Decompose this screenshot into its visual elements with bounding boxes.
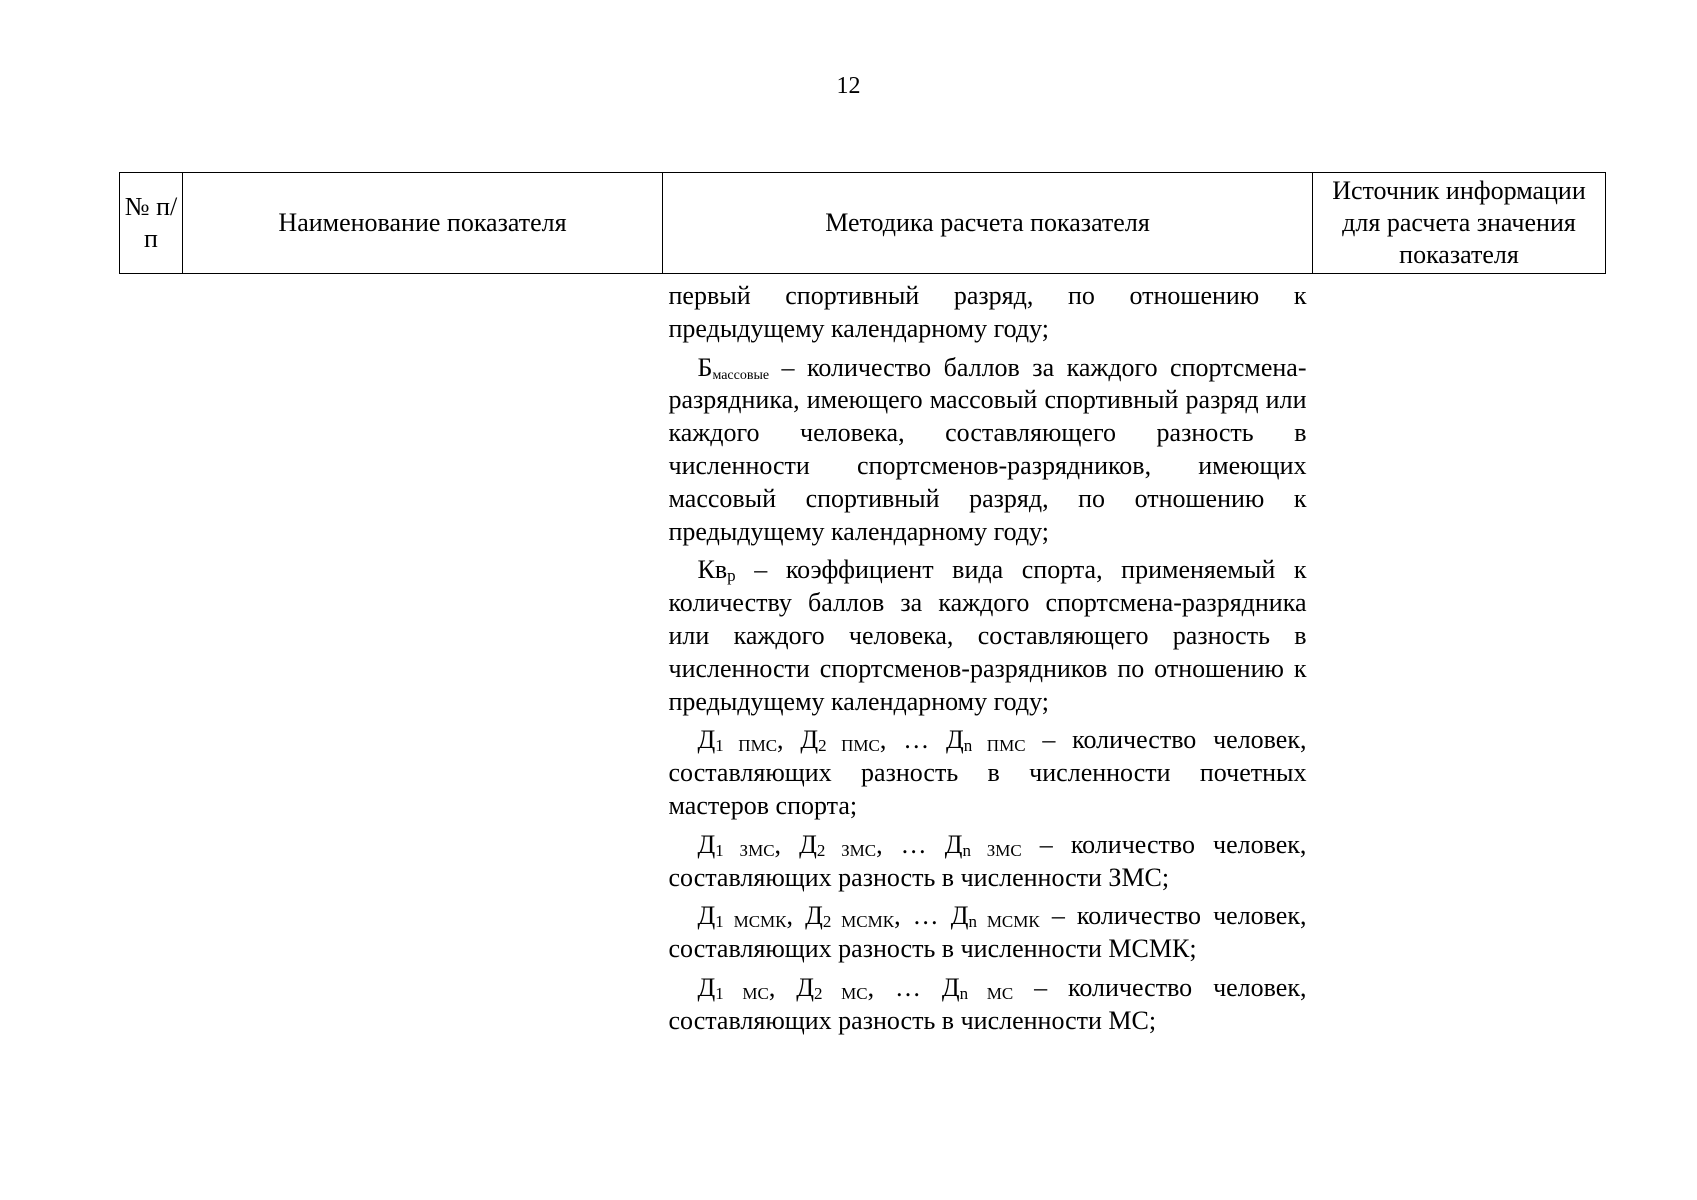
method-paragraph: первый спортивный разряд, по отношению к предыдущему календарному году; [668,281,1307,343]
header-method: Методика расчета показателя [663,173,1313,274]
table-header-row [120,173,1606,274]
cell-method [663,274,1313,1044]
method-paragraph [669,724,1307,822]
formula-symbol: Д [697,972,716,1002]
formula-subscript: 2 МС [814,983,868,1003]
formula-subscript: 2 ПМС [818,736,880,756]
formula-subscript: 1 ЗМС [715,840,775,860]
formula-subscript: n МС [959,983,1014,1003]
cell-num [120,274,183,1044]
formula-subscript: массовые [712,367,770,383]
formula-subscript: 2 ЗМС [816,840,877,860]
formula-subscript: 1 ПМС [715,736,778,756]
formula-symbol: Д [697,725,716,755]
header-num: № п/п [120,173,183,274]
formula-symbol: , … Д [876,829,963,859]
method-definition: – количество баллов за каждого спортсмена-разрядника, имеющего массовый спортивный разряд или каждого человека, составляющего разность в численности спортсменов-разрядников, имеющих массовый спортивный разряд, по отношению к предыдущему календарному году; [668,352,1307,546]
formula-symbol: Б [697,352,713,382]
formula-subscript: n ЗМС [962,840,1022,860]
method-paragraph [669,900,1307,966]
formula-symbol: , Д [786,901,823,931]
formula-symbol: , … Д [867,972,960,1002]
formula-symbol: , … Д [879,725,964,755]
indicator-table [119,172,1606,1044]
formula-symbol: Д [697,829,716,859]
method-paragraph [669,352,1307,549]
formula-symbol: Кв [697,555,728,585]
method-definition: – количество человек, составляющих разность в численности МСМК; [668,901,1307,964]
formula-symbol: , Д [768,972,814,1002]
method-definition: – количество человек, составляющих разность в численности почетных мастеров спорта; [668,725,1307,820]
method-paragraph [669,972,1307,1038]
formula-symbol: , Д [774,829,817,859]
formula-subscript: n МСМК [968,912,1040,932]
formula-symbol: Д [697,901,716,931]
formula-subscript: n ПМС [963,736,1026,756]
formula-subscript: 2 МСМК [822,912,895,932]
formula-subscript: 1 МС [715,983,769,1003]
formula-symbol: , Д [777,725,819,755]
page-number: 12 [836,73,861,99]
method-definition: – количество человек, составляющих разность в численности ЗМС; [668,829,1307,892]
method-definition: – коэффициент вида спорта, применяемый к количеству баллов за каждого спортсмена-разрядника или каждого человека, составляющего разность в численности спортсменов-разрядников по отношению к предыдущему календарному году; [668,555,1307,716]
header-source: Источник информации для расчета значения показателя [1313,173,1606,274]
header-name: Наименование показателя [183,173,663,274]
formula-subscript: р [727,566,736,586]
formula-symbol: , … Д [894,901,969,931]
cell-name [183,274,663,1044]
method-paragraph [669,554,1307,718]
cell-source [1313,274,1606,1044]
method-definition: – количество человек, составляющих разность в численности МС; [668,972,1307,1035]
formula-subscript: 1 МСМК [715,912,787,932]
method-paragraph [669,829,1307,895]
table-row [120,274,1606,1044]
